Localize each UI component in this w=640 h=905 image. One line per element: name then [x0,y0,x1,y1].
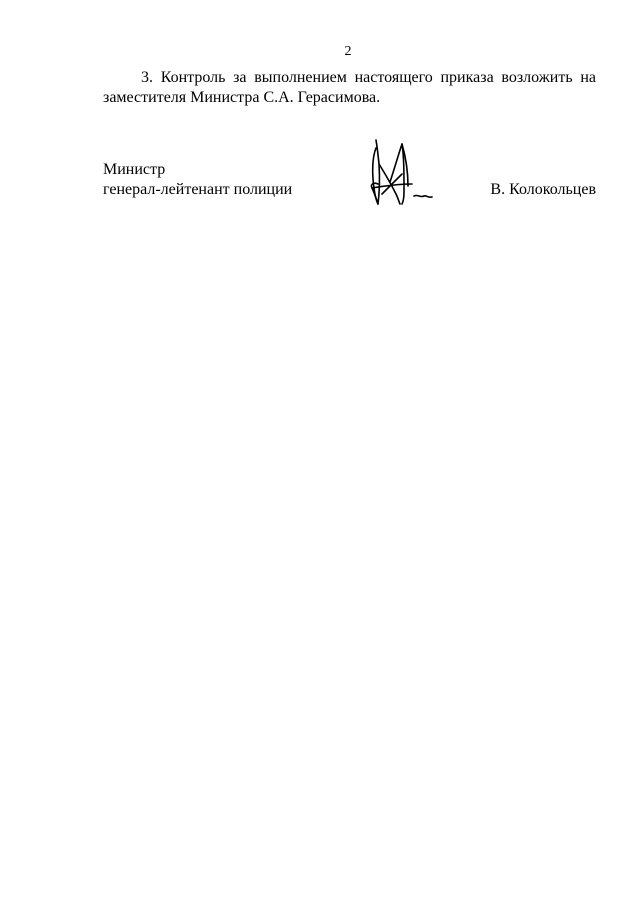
paragraph-line-2: заместителя Министра С.А. Герасимова. [103,89,381,106]
signatory-rank: генерал-лейтенант полиции [103,181,293,198]
handwritten-signature [362,134,442,214]
paragraph-line-1: 3. Контроль за выполнением настоящего приказа возложить на [141,69,596,86]
order-paragraph [103,68,596,108]
signatory-name: В. Колокольцев [490,181,596,198]
signatory-position: Министр [103,161,166,178]
signatory-title [103,160,292,200]
page-number: 2 [344,44,352,59]
